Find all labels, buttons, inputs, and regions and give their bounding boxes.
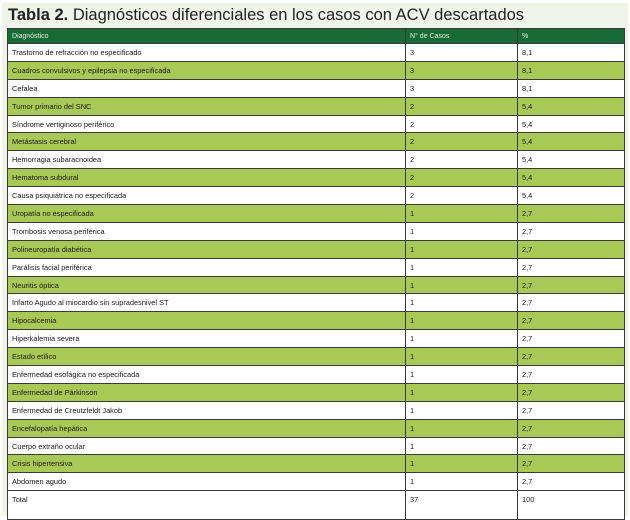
cell-n-casos: 1 (406, 383, 518, 401)
cell-n-casos: 1 (406, 348, 518, 366)
cell-diagnostico: Polineuropatía diabética (8, 240, 406, 258)
table-row (8, 44, 625, 62)
cell-porcentaje: 2,7 (518, 312, 625, 330)
cell-porcentaje: 2,7 (518, 222, 625, 240)
cell-n-casos: 1 (406, 366, 518, 384)
cell-porcentaje: 5,4 (518, 133, 625, 151)
table-header-row (8, 29, 625, 44)
cell-n-casos: 1 (406, 401, 518, 419)
cell-diagnostico: Hiperkalemia severa (8, 330, 406, 348)
cell-n-casos: 1 (406, 455, 518, 473)
cell-diagnostico: Cuadros convulsivos y epilepsia no especificada (8, 61, 406, 79)
table-row (8, 258, 625, 276)
cell-total-label: Total (8, 491, 406, 520)
cell-porcentaje: 8,1 (518, 61, 625, 79)
table-row (8, 437, 625, 455)
cell-porcentaje: 2,7 (518, 205, 625, 223)
cell-porcentaje: 5,4 (518, 115, 625, 133)
cell-n-casos: 1 (406, 276, 518, 294)
table-row (8, 240, 625, 258)
table-row (8, 115, 625, 133)
cell-diagnostico: Infarto Agudo al miocardio sin supradesnivel ST (8, 294, 406, 312)
cell-diagnostico: Enfermedad de Creutzfeldt Jakob (8, 401, 406, 419)
header-diagnostico: Diagnóstico (8, 29, 406, 44)
cell-porcentaje: 2,7 (518, 455, 625, 473)
cell-diagnostico: Causa psiquiátrica no especificada (8, 187, 406, 205)
table-row (8, 473, 625, 491)
cell-porcentaje: 2,7 (518, 294, 625, 312)
table-title (8, 6, 524, 25)
cell-porcentaje: 2,7 (518, 330, 625, 348)
table-total-row (8, 491, 625, 520)
cell-porcentaje: 5,4 (518, 187, 625, 205)
table-frame (2, 3, 628, 516)
table-row (8, 61, 625, 79)
cell-diagnostico: Tumor primario del SNC (8, 97, 406, 115)
cell-n-casos: 3 (406, 79, 518, 97)
cell-diagnostico: Encefalopatía hepática (8, 419, 406, 437)
cell-diagnostico: Parálisis facial periférica (8, 258, 406, 276)
cell-diagnostico: Trastorno de refracción no especificado (8, 44, 406, 62)
table-row (8, 133, 625, 151)
cell-porcentaje: 2,7 (518, 473, 625, 491)
table-title-text: Diagnósticos diferenciales en los casos con ACV descartados (72, 6, 525, 24)
cell-n-casos: 1 (406, 437, 518, 455)
table-row (8, 97, 625, 115)
table-row (8, 455, 625, 473)
cell-diagnostico: Síndrome vertiginoso periférico (8, 115, 406, 133)
cell-diagnostico: Uropatía no especificada (8, 205, 406, 223)
cell-porcentaje: 2,7 (518, 348, 625, 366)
table-row (8, 330, 625, 348)
cell-diagnostico: Enfermedad de Párkinson (8, 383, 406, 401)
cell-porcentaje: 2,7 (518, 366, 625, 384)
table-row (8, 348, 625, 366)
table-row (8, 169, 625, 187)
cell-n-casos: 2 (406, 115, 518, 133)
cell-n-casos: 1 (406, 330, 518, 348)
cell-porcentaje: 2,7 (518, 276, 625, 294)
cell-diagnostico: Metástasis cerebral (8, 133, 406, 151)
cell-n-casos: 1 (406, 222, 518, 240)
header-porcentaje: % (518, 29, 625, 44)
header-n-casos: N° de Casos (406, 29, 518, 44)
cell-total-pct: 100 (518, 491, 625, 520)
cell-porcentaje: 5,4 (518, 151, 625, 169)
cell-porcentaje: 2,7 (518, 258, 625, 276)
cell-diagnostico: Enfermedad esofágica no especificada (8, 366, 406, 384)
cell-n-casos: 1 (406, 312, 518, 330)
table-row (8, 312, 625, 330)
table-row (8, 366, 625, 384)
cell-n-casos: 2 (406, 169, 518, 187)
table-row (8, 79, 625, 97)
cell-n-casos: 2 (406, 97, 518, 115)
table-row (8, 276, 625, 294)
cell-n-casos: 1 (406, 258, 518, 276)
cell-n-casos: 3 (406, 44, 518, 62)
cell-porcentaje: 8,1 (518, 79, 625, 97)
cell-porcentaje: 8,1 (518, 44, 625, 62)
cell-n-casos: 3 (406, 61, 518, 79)
table-row (8, 383, 625, 401)
cell-diagnostico: Crisis hipertensiva (8, 455, 406, 473)
table-row (8, 187, 625, 205)
cell-porcentaje: 2,7 (518, 401, 625, 419)
cell-total-n: 37 (406, 491, 518, 520)
cell-n-casos: 1 (406, 205, 518, 223)
cell-diagnostico: Hematoma subdural (8, 169, 406, 187)
table-title-label: Tabla 2. (8, 6, 69, 24)
cell-porcentaje: 5,4 (518, 169, 625, 187)
cell-porcentaje: 2,7 (518, 437, 625, 455)
cell-diagnostico: Estado etílico (8, 348, 406, 366)
table-row (8, 151, 625, 169)
cell-n-casos: 2 (406, 151, 518, 169)
table-row (8, 294, 625, 312)
cell-diagnostico: Neuritis óptica (8, 276, 406, 294)
cell-n-casos: 1 (406, 294, 518, 312)
cell-diagnostico: Cefalea (8, 79, 406, 97)
cell-diagnostico: Trombosis venosa periférica (8, 222, 406, 240)
table-row (8, 205, 625, 223)
cell-n-casos: 1 (406, 473, 518, 491)
cell-porcentaje: 2,7 (518, 240, 625, 258)
cell-n-casos: 2 (406, 187, 518, 205)
cell-porcentaje: 5,4 (518, 97, 625, 115)
table-row (8, 222, 625, 240)
cell-porcentaje: 2,7 (518, 419, 625, 437)
cell-diagnostico: Hemorragia subaracnoidea (8, 151, 406, 169)
cell-porcentaje: 2,7 (518, 383, 625, 401)
cell-n-casos: 1 (406, 240, 518, 258)
diagnosis-table (7, 28, 625, 520)
cell-diagnostico: Hipocalcemia (8, 312, 406, 330)
cell-n-casos: 1 (406, 419, 518, 437)
cell-diagnostico: Cuerpo extraño ocular (8, 437, 406, 455)
table-row (8, 401, 625, 419)
cell-n-casos: 2 (406, 133, 518, 151)
cell-diagnostico: Abdomen agudo (8, 473, 406, 491)
table-row (8, 419, 625, 437)
